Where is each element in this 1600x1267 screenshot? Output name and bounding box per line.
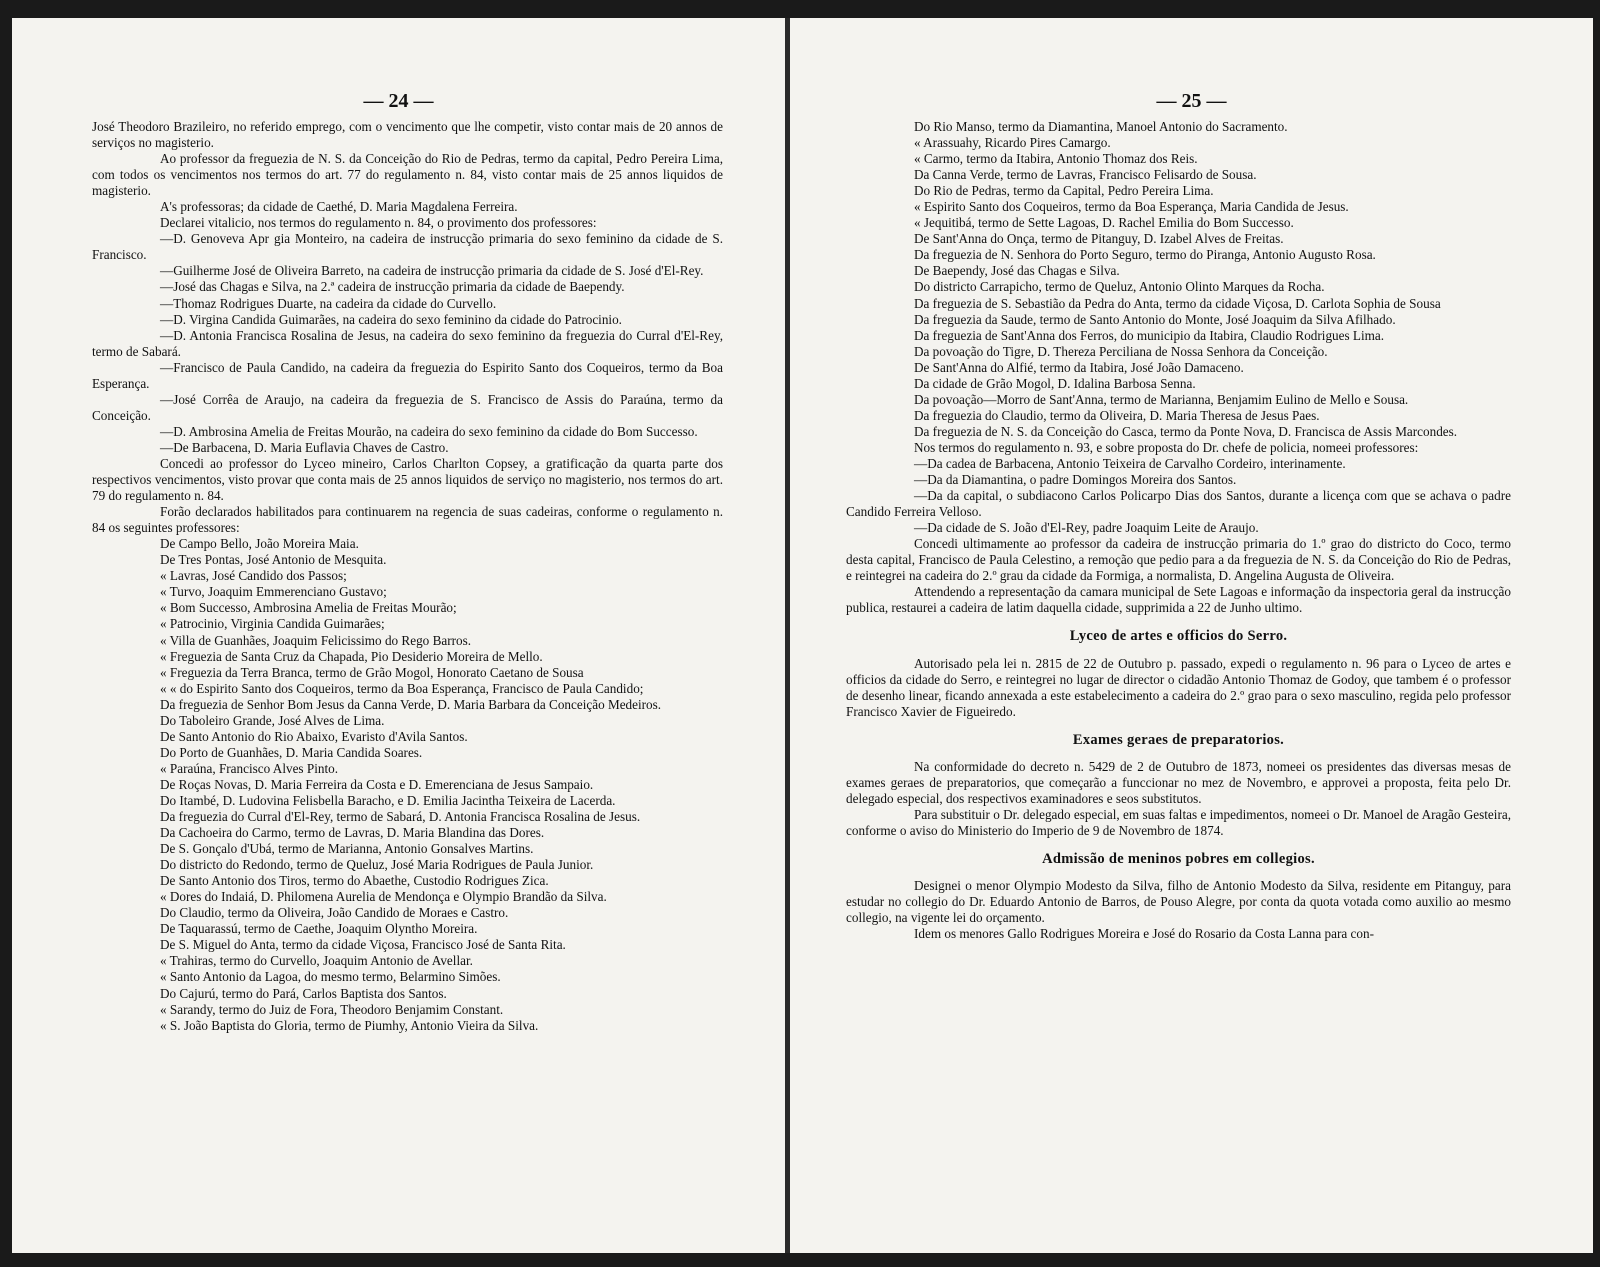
text-paragraph: Do Rio de Pedras, termo da Capital, Pedro Pereira Lima. <box>914 183 1214 199</box>
text-paragraph: Da freguezia de S. Sebastião da Pedra do Anta, termo da cidade Viçosa, D. Carlota Sophia de Sousa <box>914 295 1441 311</box>
text-paragraph: Ao professor da freguezia de N. S. da Conceição do Rio de Pedras, termo da capital, Pedro Pereira Lima, com todos os vencimentos nos termos do art. 77 do regulamento n. 84, visto contar mais de 25 annos liquidos de magisterio. <box>92 151 723 199</box>
text-paragraph: Designei o menor Olympio Modesto da Silva, filho de Antonio Modesto da Silva, residente em Pitanguy, para estudar no collegio do Dr. Eduardo Antonio de Barros, de Pouso Alegre, por conta da quota votada como auxilio ao mesmo collegio, na vigente lei do orçamento. <box>846 878 1511 926</box>
right-page-body <box>790 119 1593 942</box>
text-paragraph: Forão declarados habilitados para continuarem na regencia de suas cadeiras, conforme o regulamento n. 84 os seguintes professores: <box>92 504 723 536</box>
right-page <box>790 18 1593 1253</box>
text-paragraph: Da freguezia de Senhor Bom Jesus da Canna Verde, D. Maria Barbara da Conceição Medeiros. <box>160 696 662 712</box>
text-paragraph: « Lavras, José Candido dos Passos; <box>160 568 347 584</box>
text-paragraph: Nos termos do regulamento n. 93, e sobre proposta do Dr. chefe de policia, nomeei professores: <box>914 439 1419 455</box>
page-number-right: — 25 — <box>1156 90 1227 112</box>
text-paragraph: Da freguezia do Curral d'El-Rey, termo de Sabará, D. Antonia Francisca Rosalina de Jesus. <box>160 809 641 825</box>
text-paragraph: José Theodoro Brazileiro, no referido emprego, com o vencimento que lhe competir, visto contar mais de 20 annos de serviços no magisterio. <box>92 119 723 151</box>
text-paragraph: Do Rio Manso, termo da Diamantina, Manoel Antonio do Sacramento. <box>914 119 1288 134</box>
text-paragraph: Da cidade de Grão Mogol, D. Idalina Barbosa Senna. <box>914 375 1196 391</box>
section-heading: Admissão de meninos pobres em collegios. <box>1042 850 1315 867</box>
text-paragraph: « Turvo, Joaquim Emmerenciano Gustavo; <box>160 584 387 600</box>
text-paragraph: « Villa de Guanhães, Joaquim Felicissimo do Rego Barros. <box>160 632 472 648</box>
text-paragraph: Da povoação—Morro de Sant'Anna, termo de Marianna, Benjamim Eulino de Mello e Sousa. <box>914 391 1409 407</box>
text-paragraph: De Roças Novas, D. Maria Ferreira da Costa e D. Emerenciana de Jesus Sampaio. <box>160 776 594 792</box>
text-paragraph: —D. Genoveva Apr gia Monteiro, na cadeira de instrucção primaria do sexo feminino da cidade de S. Francisco. <box>92 231 723 263</box>
text-paragraph: —José Corrêa de Araujo, na cadeira da freguezia de S. Francisco de Assis do Paraúna, termo da Conceição. <box>92 391 723 423</box>
text-paragraph: —Da cidade de S. João d'El-Rey, padre Joaquim Leite de Araujo. <box>914 520 1259 536</box>
text-paragraph: Da freguezia da Saude, termo de Santo Antonio do Monte, José Joaquim da Silva Afilhado. <box>914 311 1396 327</box>
text-paragraph: De Santo Antonio dos Tiros, termo do Abaethe, Custodio Rodrigues Zica. <box>160 873 549 889</box>
text-paragraph: « Patrocinio, Virginia Candida Guimarães; <box>160 616 385 632</box>
text-paragraph: Da freguezia do Claudio, termo da Oliveira, D. Maria Theresa de Jesus Paes. <box>914 407 1320 423</box>
section-heading: Exames geraes de preparatorios. <box>1072 731 1285 748</box>
text-paragraph: Attendendo a representação da camara municipal de Sete Lagoas e informação da inspectoria geral da instrucção publica, restaurei a cadeira de latim daquella cidade, supprimida a 22 de Junho ultimo. <box>846 584 1511 616</box>
text-paragraph: De Tres Pontas, José Antonio de Mesquita. <box>160 552 387 568</box>
text-paragraph: Na conformidade do decreto n. 5429 de 2 de Outubro de 1873, nomeei os presidentes das diversas mesas de exames geraes de preparatorios, que começarão a funccionar no mez de Novembro, e approvei a proposta, feita pelo Dr. delegado especial, dos respectivos examinadores e seos substitutos. <box>846 758 1511 806</box>
text-paragraph: —D. Virgina Candida Guimarães, na cadeira do sexo feminino da cidade do Patrocinio. <box>160 311 622 327</box>
text-paragraph: Do Itambé, D. Ludovina Felisbella Baracho, e D. Emilia Jacintha Teixeira de Lacerda. <box>160 792 616 808</box>
text-paragraph: Declarei vitalicio, nos termos do regulamento n. 84, o provimento dos professores: <box>160 215 597 231</box>
text-paragraph: « Jequitibá, termo de Sette Lagoas, D. Rachel Emilia do Bom Successo. <box>914 215 1294 231</box>
text-paragraph: « Freguezia da Terra Branca, termo de Grão Mogol, Honorato Caetano de Sousa <box>160 664 584 680</box>
text-paragraph: De Santo Antonio do Rio Abaixo, Evaristo d'Avila Santos. <box>160 728 468 744</box>
text-paragraph: —D. Antonia Francisca Rosalina de Jesus, na cadeira do sexo feminino da freguezia do Curral d'El-Rey, termo de Sabará. <box>92 327 723 359</box>
text-paragraph: Do Porto de Guanhães, D. Maria Candida Soares. <box>160 744 423 760</box>
text-paragraph: De Sant'Anna do Alfié, termo da Itabira, José João Damaceno. <box>914 359 1244 375</box>
text-paragraph: « « do Espirito Santo dos Coqueiros, termo da Boa Esperança, Francisco de Paula Candido; <box>160 680 644 696</box>
text-paragraph: —José das Chagas e Silva, na 2.ª cadeira de instrucção primaria da cidade de Baependy. <box>160 279 625 295</box>
text-paragraph: « S. João Baptista do Gloria, termo de Piumhy, Antonio Vieira da Silva. <box>160 1017 539 1033</box>
left-page <box>12 18 785 1253</box>
text-paragraph: « Carmo, termo da Itabira, Antonio Thomaz dos Reis. <box>914 151 1198 167</box>
section-heading: Lyceo de artes e officios do Serro. <box>1069 628 1288 645</box>
text-paragraph: —Thomaz Rodrigues Duarte, na cadeira da cidade do Curvello. <box>160 295 497 311</box>
text-paragraph: Idem os menores Gallo Rodrigues Moreira e José do Rosario da Costa Lanna para con- <box>914 926 1374 942</box>
text-paragraph: « Dores do Indaiá, D. Philomena Aurelia de Mendonça e Olympio Brandão da Silva. <box>160 889 607 905</box>
text-paragraph: Da Canna Verde, termo de Lavras, Francisco Felisardo de Sousa. <box>914 167 1257 183</box>
text-paragraph: Da freguezia de Sant'Anna dos Ferros, do municipio da Itabira, Claudio Rodrigues Lima. <box>914 327 1385 343</box>
text-paragraph: « Bom Successo, Ambrosina Amelia de Freitas Mourão; <box>160 600 457 616</box>
page-number-left: — 24 — <box>363 90 434 112</box>
text-paragraph: —Da cadea de Barbacena, Antonio Teixeira de Carvalho Cordeiro, interinamente. <box>914 455 1346 471</box>
text-paragraph: « Sarandy, termo do Juiz de Fora, Theodoro Benjamim Constant. <box>160 1001 504 1017</box>
left-page-body <box>12 119 785 1034</box>
text-paragraph: —Guilherme José de Oliveira Barreto, na cadeira de instrucção primaria da cidade de S. José d'El-Rey. <box>160 263 704 279</box>
text-paragraph: « Arassuahy, Ricardo Pires Camargo. <box>914 135 1111 151</box>
text-paragraph: De S. Miguel do Anta, termo da cidade Viçosa, Francisco José de Santa Rita. <box>160 937 566 953</box>
text-paragraph: Da freguezia de N. S. da Conceição do Casca, termo da Ponte Nova, D. Francisca de Assis Marcondes. <box>914 423 1458 439</box>
text-paragraph: Do Claudio, termo da Oliveira, João Candido de Moraes e Castro. <box>160 905 509 921</box>
text-paragraph: De Campo Bello, João Moreira Maia. <box>160 536 359 552</box>
text-paragraph: Da povoação do Tigre, D. Thereza Perciliana de Nossa Senhora da Conceição. <box>914 343 1328 359</box>
text-paragraph: Do districto do Redondo, termo de Queluz, José Maria Rodrigues de Paula Junior. <box>160 857 594 873</box>
text-paragraph: De S. Gonçalo d'Ubá, termo de Marianna, Antonio Gonsalves Martins. <box>160 841 534 857</box>
text-paragraph: De Taquarassú, termo de Caethe, Joaquim Olyntho Moreira. <box>160 921 478 937</box>
text-paragraph: —Da da capital, o subdiacono Carlos Policarpo Dias dos Santos, durante a licença com que se achava o padre Candido Ferreira Velloso. <box>846 488 1511 520</box>
text-paragraph: Da freguezia de N. Senhora do Porto Seguro, termo do Piranga, Antonio Augusto Rosa. <box>914 247 1376 263</box>
text-paragraph: Do Taboleiro Grande, José Alves de Lima. <box>160 712 385 728</box>
text-paragraph: Da Cachoeira do Carmo, termo de Lavras, D. Maria Blandina das Dores. <box>160 825 545 841</box>
text-paragraph: —Francisco de Paula Candido, na cadeira da freguezia do Espirito Santo dos Coqueiros, termo da Boa Esperança. <box>92 359 723 391</box>
text-paragraph: De Baependy, José das Chagas e Silva. <box>914 263 1120 279</box>
text-paragraph: « Santo Antonio da Lagoa, do mesmo termo, Belarmino Simões. <box>160 969 501 985</box>
text-paragraph: Do Cajurú, termo do Pará, Carlos Baptista dos Santos. <box>160 985 447 1001</box>
text-paragraph: « Trahiras, termo do Curvello, Joaquim Antonio de Avellar. <box>160 953 473 969</box>
text-paragraph: —D. Ambrosina Amelia de Freitas Mourão, na cadeira do sexo feminino da cidade do Bom Successo. <box>160 423 698 439</box>
text-paragraph: Para substituir o Dr. delegado especial, em suas faltas e impedimentos, nomeei o Dr. Manoel de Aragão Gesteira, conforme o aviso do Ministerio do Imperio de 9 de Novembro de 1874. <box>846 806 1511 838</box>
text-paragraph: —Da da Diamantina, o padre Domingos Moreira dos Santos. <box>914 472 1237 488</box>
text-paragraph: A's professoras; da cidade de Caethé, D. Maria Magdalena Ferreira. <box>160 199 518 215</box>
text-paragraph: « Espirito Santo dos Coqueiros, termo da Boa Esperança, Maria Candida de Jesus. <box>914 199 1349 215</box>
text-paragraph: —De Barbacena, D. Maria Euflavia Chaves de Castro. <box>160 439 449 455</box>
text-paragraph: « Freguezia de Santa Cruz da Chapada, Pio Desiderio Moreira de Mello. <box>160 648 543 664</box>
text-paragraph: Concedi ultimamente ao professor da cadeira de instrucção primaria do 1.º grao do districto do Coco, termo desta capital, Francisco de Paula Celestino, a remoção que pedio para a da freguezia de N. S. da Conceição do Rio de Pedras, e reintegrei na cadeira do 2.º grau da cidade da Formiga, a normalista, D. Angelina Augusta de Oliveira. <box>846 536 1511 584</box>
text-paragraph: Do districto Carrapicho, termo de Queluz, Antonio Olinto Marques da Rocha. <box>914 279 1325 295</box>
text-paragraph: Concedi ao professor do Lyceo mineiro, Carlos Charlton Copsey, a gratificação da quarta parte dos respectivos vencimentos, visto provar que conta mais de 25 annos liquidos de serviço no magisterio, nos termos do art. 79 do regulamento n. 84. <box>92 455 723 504</box>
text-paragraph: De Sant'Anna do Onça, termo de Pitanguy, D. Izabel Alves de Freitas. <box>914 231 1284 247</box>
text-paragraph: « Paraúna, Francisco Alves Pinto. <box>160 760 339 776</box>
text-paragraph: Autorisado pela lei n. 2815 de 22 de Outubro p. passado, expedi o regulamento n. 96 para o Lyceo de artes e officios da cidade do Serro, e reintegrei no lugar de director o cidadão Antonio Thomaz de Godoy, que tambem é o professor de desenho linear, ficando annexada a este estabelecimento a cadeira do 2.º grao para o sexo masculino, regida pelo professor Francisco Xavier de Figueiredo. <box>846 655 1511 719</box>
